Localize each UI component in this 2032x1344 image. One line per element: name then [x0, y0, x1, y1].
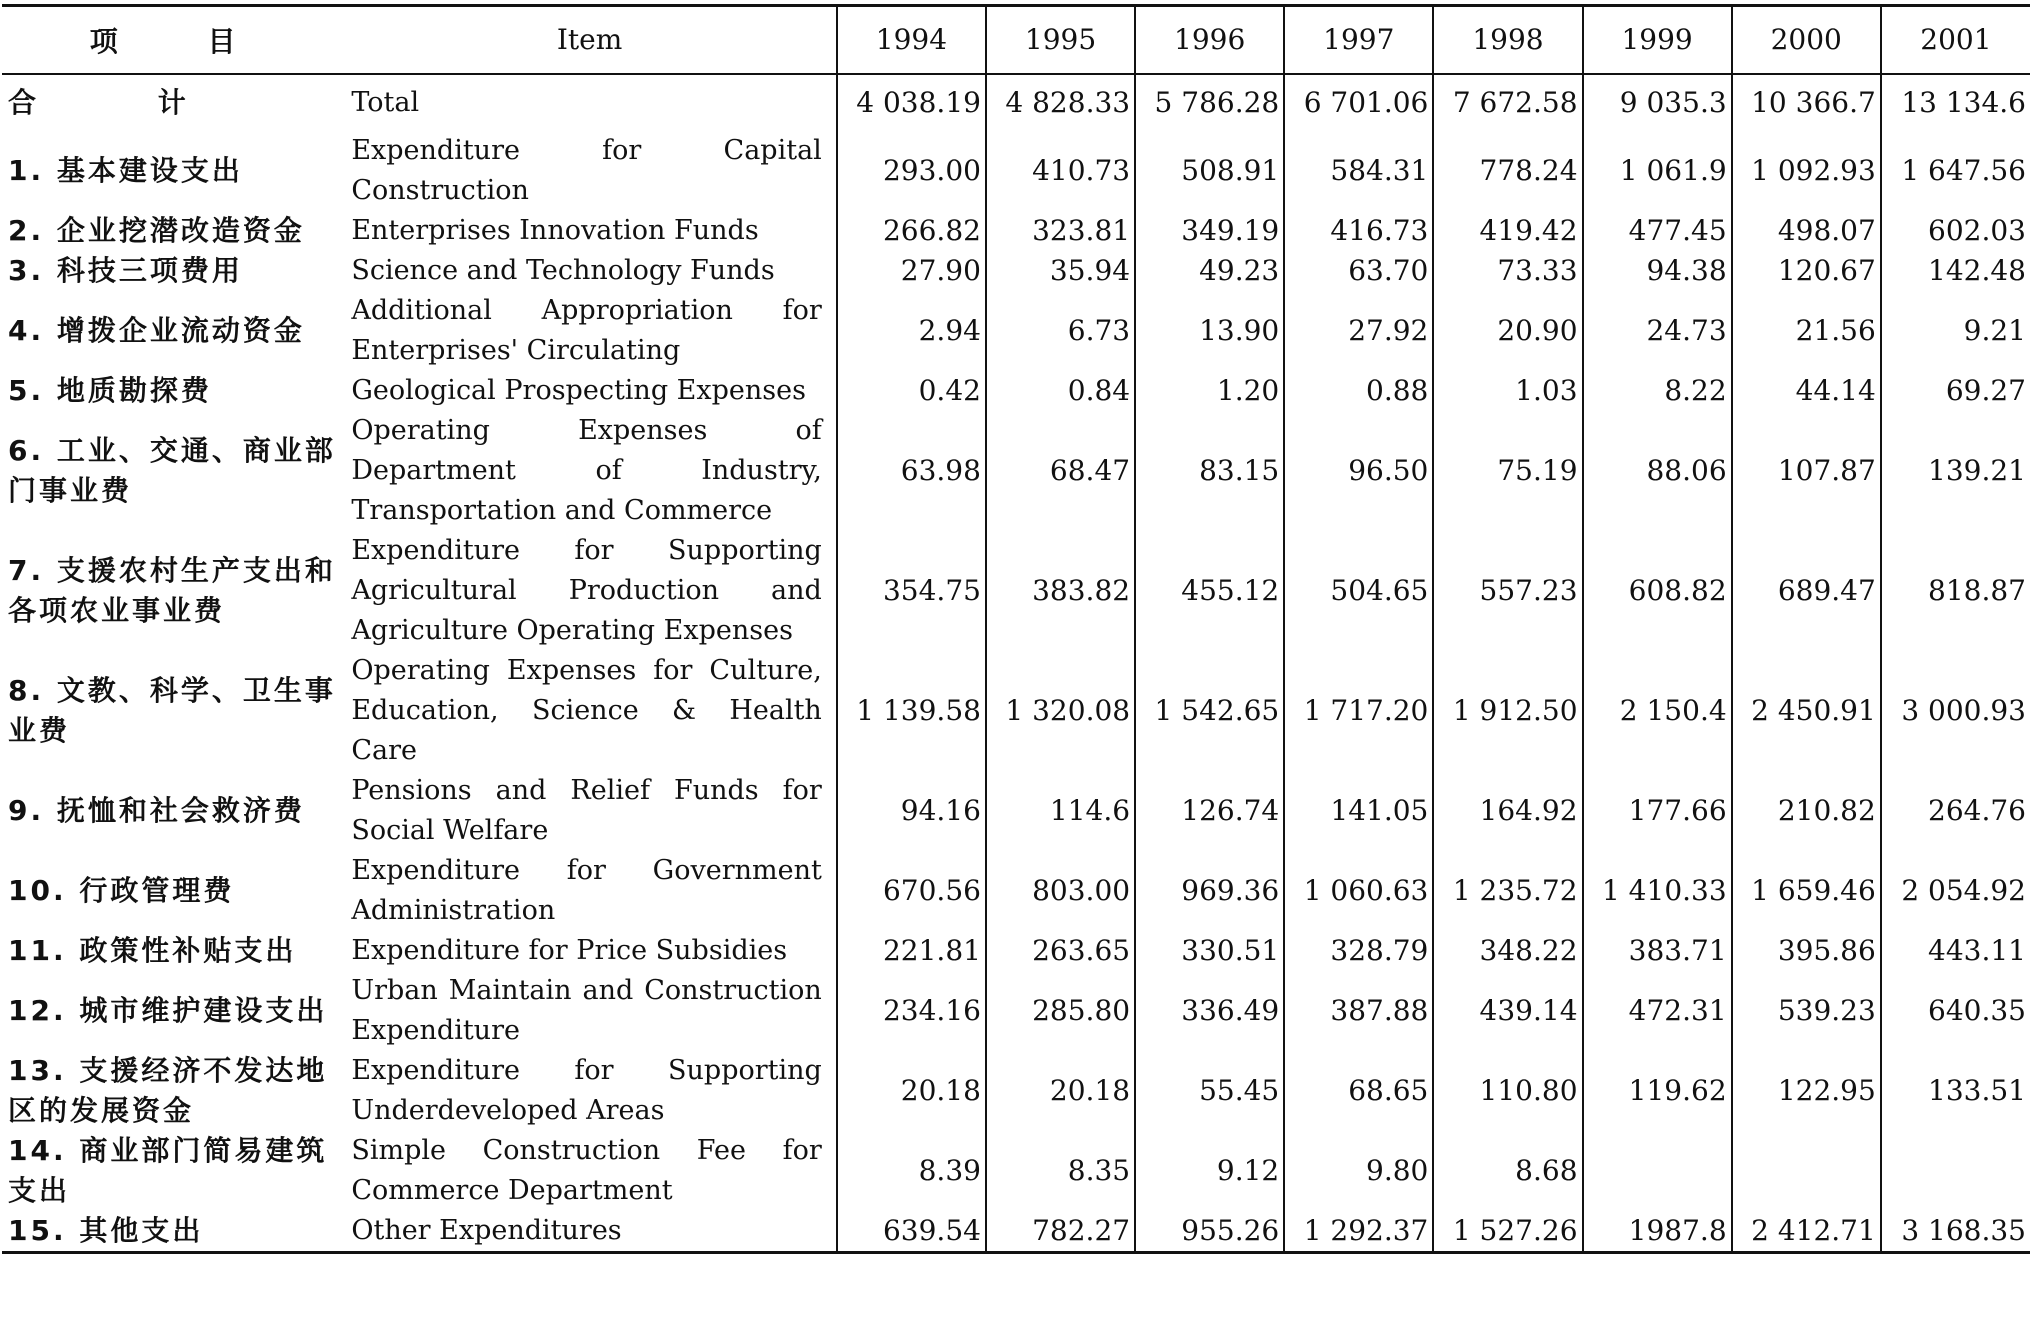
- value-cell: 21.56: [1732, 291, 1881, 371]
- item-en-label: Total: [351, 86, 420, 118]
- value-cell: 803.00: [986, 851, 1135, 931]
- value-cell: 1.20: [1135, 371, 1284, 411]
- header-year: 1996: [1135, 6, 1284, 74]
- item-cn-label: 3. 科技三项费用: [8, 253, 243, 287]
- value-cell: 35.94: [986, 251, 1135, 291]
- value-cell: 508.91: [1135, 131, 1284, 211]
- value-cell: 3 000.93: [1881, 651, 2030, 771]
- value-cell: 2 412.71: [1732, 1211, 1881, 1253]
- item-en-label: Enterprises Innovation Funds: [351, 214, 759, 246]
- value-cell: 69.27: [1881, 371, 2030, 411]
- value-cell: 221.81: [837, 931, 986, 971]
- value-cell: 504.65: [1284, 531, 1433, 651]
- value-cell: 2 450.91: [1732, 651, 1881, 771]
- value-cell: 20.18: [986, 1051, 1135, 1131]
- table-row: [2, 971, 2030, 1051]
- header-year: 1995: [986, 6, 1135, 74]
- value-cell: 1987.8: [1583, 1211, 1732, 1253]
- value-cell: 120.67: [1732, 251, 1881, 291]
- value-cell: 419.42: [1433, 211, 1582, 251]
- value-cell: 114.6: [986, 771, 1135, 851]
- value-cell: 1 527.26: [1433, 1211, 1582, 1253]
- value-cell: 119.62: [1583, 1051, 1732, 1131]
- item-en-label: Other Expenditures: [343, 1211, 836, 1253]
- item-en-label: Operating Expenses for Culture, Education, Science & Health Care: [351, 654, 822, 766]
- value-cell: 9 035.3: [1583, 74, 1732, 131]
- value-cell: 455.12: [1135, 531, 1284, 651]
- value-cell: 94.38: [1583, 251, 1732, 291]
- header-year: 1998: [1433, 6, 1582, 74]
- item-cn-label: 13. 支援经济不发达地区的发展资金: [8, 1053, 328, 1127]
- header-item-cn: 项 目: [2, 6, 343, 74]
- value-cell: 383.82: [986, 531, 1135, 651]
- value-cell: [1881, 1131, 2030, 1211]
- value-cell: 68.47: [986, 411, 1135, 531]
- value-cell: 73.33: [1433, 251, 1582, 291]
- value-cell: 8.35: [986, 1131, 1135, 1211]
- header-year: 2000: [1732, 6, 1881, 74]
- value-cell: 9.80: [1284, 1131, 1433, 1211]
- value-cell: 584.31: [1284, 131, 1433, 211]
- item-en-label: Urban Maintain and Construction Expenditure: [351, 974, 822, 1046]
- value-cell: 63.98: [837, 411, 986, 531]
- item-en-label: Expenditure for Capital Construction: [351, 134, 822, 206]
- value-cell: 387.88: [1284, 971, 1433, 1051]
- item-en-label: Pensions and Relief Funds for Social Welfare: [351, 774, 822, 846]
- value-cell: 1 139.58: [837, 651, 986, 771]
- value-cell: 141.05: [1284, 771, 1433, 851]
- value-cell: 0.84: [986, 371, 1135, 411]
- value-cell: 602.03: [1881, 211, 2030, 251]
- item-cn-label: 8. 文教、科学、卫生事业费: [8, 673, 336, 747]
- value-cell: 5 786.28: [1135, 74, 1284, 131]
- value-cell: 285.80: [986, 971, 1135, 1051]
- item-en-label: Expenditure for Supporting Underdeveloped Areas: [351, 1054, 822, 1126]
- value-cell: 210.82: [1732, 771, 1881, 851]
- value-cell: 27.92: [1284, 291, 1433, 371]
- value-cell: 439.14: [1433, 971, 1582, 1051]
- value-cell: 24.73: [1583, 291, 1732, 371]
- item-en-label: Expenditure for Supporting Agricultural Production and Agriculture Operating Expenses: [351, 534, 822, 646]
- header-item-en: Item: [343, 6, 836, 74]
- value-cell: 263.65: [986, 931, 1135, 971]
- value-cell: 1 292.37: [1284, 1211, 1433, 1253]
- value-cell: 2 054.92: [1881, 851, 2030, 931]
- value-cell: 472.31: [1583, 971, 1732, 1051]
- value-cell: 1 659.46: [1732, 851, 1881, 931]
- value-cell: 477.45: [1583, 211, 1732, 251]
- item-cn-label: 7. 支援农村生产支出和各项农业事业费: [8, 553, 336, 627]
- value-cell: 96.50: [1284, 411, 1433, 531]
- table-row: [2, 131, 2030, 211]
- value-cell: 7 672.58: [1433, 74, 1582, 131]
- value-cell: 818.87: [1881, 531, 2030, 651]
- value-cell: 126.74: [1135, 771, 1284, 851]
- value-cell: 498.07: [1732, 211, 1881, 251]
- item-en-label: Operating Expenses of Department of Industry, Transportation and Commerce: [351, 414, 822, 526]
- table-row: [2, 291, 2030, 371]
- item-en-label: Expenditure for Price Subsidies: [351, 934, 788, 966]
- value-cell: 608.82: [1583, 531, 1732, 651]
- value-cell: 68.65: [1284, 1051, 1433, 1131]
- value-cell: 349.19: [1135, 211, 1284, 251]
- value-cell: 416.73: [1284, 211, 1433, 251]
- value-cell: 8.22: [1583, 371, 1732, 411]
- value-cell: 63.70: [1284, 251, 1433, 291]
- item-cn-label: 1. 基本建设支出: [8, 153, 243, 187]
- value-cell: 2 150.4: [1583, 651, 1732, 771]
- value-cell: 383.71: [1583, 931, 1732, 971]
- value-cell: 1 060.63: [1284, 851, 1433, 931]
- table-row: [2, 651, 2030, 771]
- value-cell: 110.80: [1433, 1051, 1582, 1131]
- item-cn-label: 9. 抚恤和社会救济费: [8, 793, 305, 827]
- value-cell: 395.86: [1732, 931, 1881, 971]
- value-cell: 670.56: [837, 851, 986, 931]
- value-cell: 1 912.50: [1433, 651, 1582, 771]
- value-cell: 689.47: [1732, 531, 1881, 651]
- value-cell: 177.66: [1583, 771, 1732, 851]
- value-cell: 142.48: [1881, 251, 2030, 291]
- table-row: [2, 531, 2030, 651]
- value-cell: 8.39: [837, 1131, 986, 1211]
- value-cell: 133.51: [1881, 1051, 2030, 1131]
- value-cell: 8.68: [1433, 1131, 1582, 1211]
- value-cell: 778.24: [1433, 131, 1582, 211]
- value-cell: 0.42: [837, 371, 986, 411]
- table-row: [2, 931, 2030, 971]
- value-cell: 55.45: [1135, 1051, 1284, 1131]
- value-cell: 49.23: [1135, 251, 1284, 291]
- table-row: [2, 1211, 2030, 1253]
- value-cell: 1 320.08: [986, 651, 1135, 771]
- value-cell: 443.11: [1881, 931, 2030, 971]
- value-cell: 640.35: [1881, 971, 2030, 1051]
- value-cell: [1732, 1131, 1881, 1211]
- value-cell: 6 701.06: [1284, 74, 1433, 131]
- value-cell: 0.88: [1284, 371, 1433, 411]
- value-cell: 2.94: [837, 291, 986, 371]
- item-cn-label: 12. 城市维护建设支出: [8, 993, 328, 1027]
- value-cell: 557.23: [1433, 531, 1582, 651]
- value-cell: 94.16: [837, 771, 986, 851]
- value-cell: 1 092.93: [1732, 131, 1881, 211]
- value-cell: 330.51: [1135, 931, 1284, 971]
- total-row: [2, 74, 2030, 131]
- value-cell: 969.36: [1135, 851, 1284, 931]
- value-cell: 782.27: [986, 1211, 1135, 1253]
- value-cell: 122.95: [1732, 1051, 1881, 1131]
- value-cell: 1 410.33: [1583, 851, 1732, 931]
- value-cell: 9.21: [1881, 291, 2030, 371]
- value-cell: 955.26: [1135, 1211, 1284, 1253]
- value-cell: 13.90: [1135, 291, 1284, 371]
- value-cell: 20.18: [837, 1051, 986, 1131]
- table-row: [2, 1131, 2030, 1211]
- value-cell: 88.06: [1583, 411, 1732, 531]
- value-cell: 83.15: [1135, 411, 1284, 531]
- value-cell: 4 038.19: [837, 74, 986, 131]
- table-row: [2, 251, 2030, 291]
- item-cn-label: 2. 企业挖潜改造资金: [8, 213, 305, 247]
- value-cell: 10 366.7: [1732, 74, 1881, 131]
- item-en-label: Additional Appropriation for Enterprises' Circulating: [351, 294, 822, 366]
- table-body: [2, 74, 2030, 1253]
- item-cn-label: 11. 政策性补贴支出: [8, 933, 297, 967]
- value-cell: 323.81: [986, 211, 1135, 251]
- header-year: 1999: [1583, 6, 1732, 74]
- item-en-label: Expenditure for Government Administration: [351, 854, 822, 926]
- item-cn-label: 14. 商业部门简易建筑支出: [8, 1133, 328, 1207]
- table-row: [2, 851, 2030, 931]
- value-cell: 1 717.20: [1284, 651, 1433, 771]
- value-cell: 13 134.6: [1881, 74, 2030, 131]
- table-row: [2, 771, 2030, 851]
- table-row: [2, 1051, 2030, 1131]
- value-cell: 164.92: [1433, 771, 1582, 851]
- header-row: [2, 6, 2030, 74]
- value-cell: 9.12: [1135, 1131, 1284, 1211]
- header-year: 1997: [1284, 6, 1433, 74]
- value-cell: 107.87: [1732, 411, 1881, 531]
- value-cell: 20.90: [1433, 291, 1582, 371]
- value-cell: 234.16: [837, 971, 986, 1051]
- value-cell: 27.90: [837, 251, 986, 291]
- value-cell: 328.79: [1284, 931, 1433, 971]
- value-cell: 1.03: [1433, 371, 1582, 411]
- expenditure-table: [2, 4, 2030, 1254]
- header-year: 1994: [837, 6, 986, 74]
- item-cn-label: 6. 工业、交通、商业部门事业费: [8, 433, 336, 507]
- value-cell: 293.00: [837, 131, 986, 211]
- item-en-label: Science and Technology Funds: [351, 254, 775, 286]
- value-cell: 539.23: [1732, 971, 1881, 1051]
- value-cell: 348.22: [1433, 931, 1582, 971]
- item-cn-label: 合 计: [8, 85, 242, 119]
- value-cell: 410.73: [986, 131, 1135, 211]
- header-year: 2001: [1881, 6, 2030, 74]
- value-cell: 354.75: [837, 531, 986, 651]
- value-cell: 3 168.35: [1881, 1211, 2030, 1253]
- value-cell: 1 235.72: [1433, 851, 1582, 931]
- value-cell: 75.19: [1433, 411, 1582, 531]
- value-cell: 639.54: [837, 1211, 986, 1253]
- table-row: [2, 211, 2030, 251]
- item-cn-label: 10. 行政管理费: [8, 873, 235, 907]
- item-en-label: Simple Construction Fee for Commerce Department: [351, 1134, 822, 1206]
- value-cell: 44.14: [1732, 371, 1881, 411]
- table-row: [2, 411, 2030, 531]
- table-row: [2, 371, 2030, 411]
- value-cell: 1 542.65: [1135, 651, 1284, 771]
- item-cn-label: 15. 其他支出: [2, 1211, 343, 1253]
- value-cell: 264.76: [1881, 771, 2030, 851]
- value-cell: [1583, 1131, 1732, 1211]
- value-cell: 1 647.56: [1881, 131, 2030, 211]
- value-cell: 139.21: [1881, 411, 2030, 531]
- item-cn-label: 4. 增拨企业流动资金: [8, 313, 305, 347]
- value-cell: 336.49: [1135, 971, 1284, 1051]
- value-cell: 6.73: [986, 291, 1135, 371]
- value-cell: 1 061.9: [1583, 131, 1732, 211]
- item-en-label: Geological Prospecting Expenses: [351, 374, 806, 406]
- item-cn-label: 5. 地质勘探费: [8, 373, 212, 407]
- value-cell: 4 828.33: [986, 74, 1135, 131]
- value-cell: 266.82: [837, 211, 986, 251]
